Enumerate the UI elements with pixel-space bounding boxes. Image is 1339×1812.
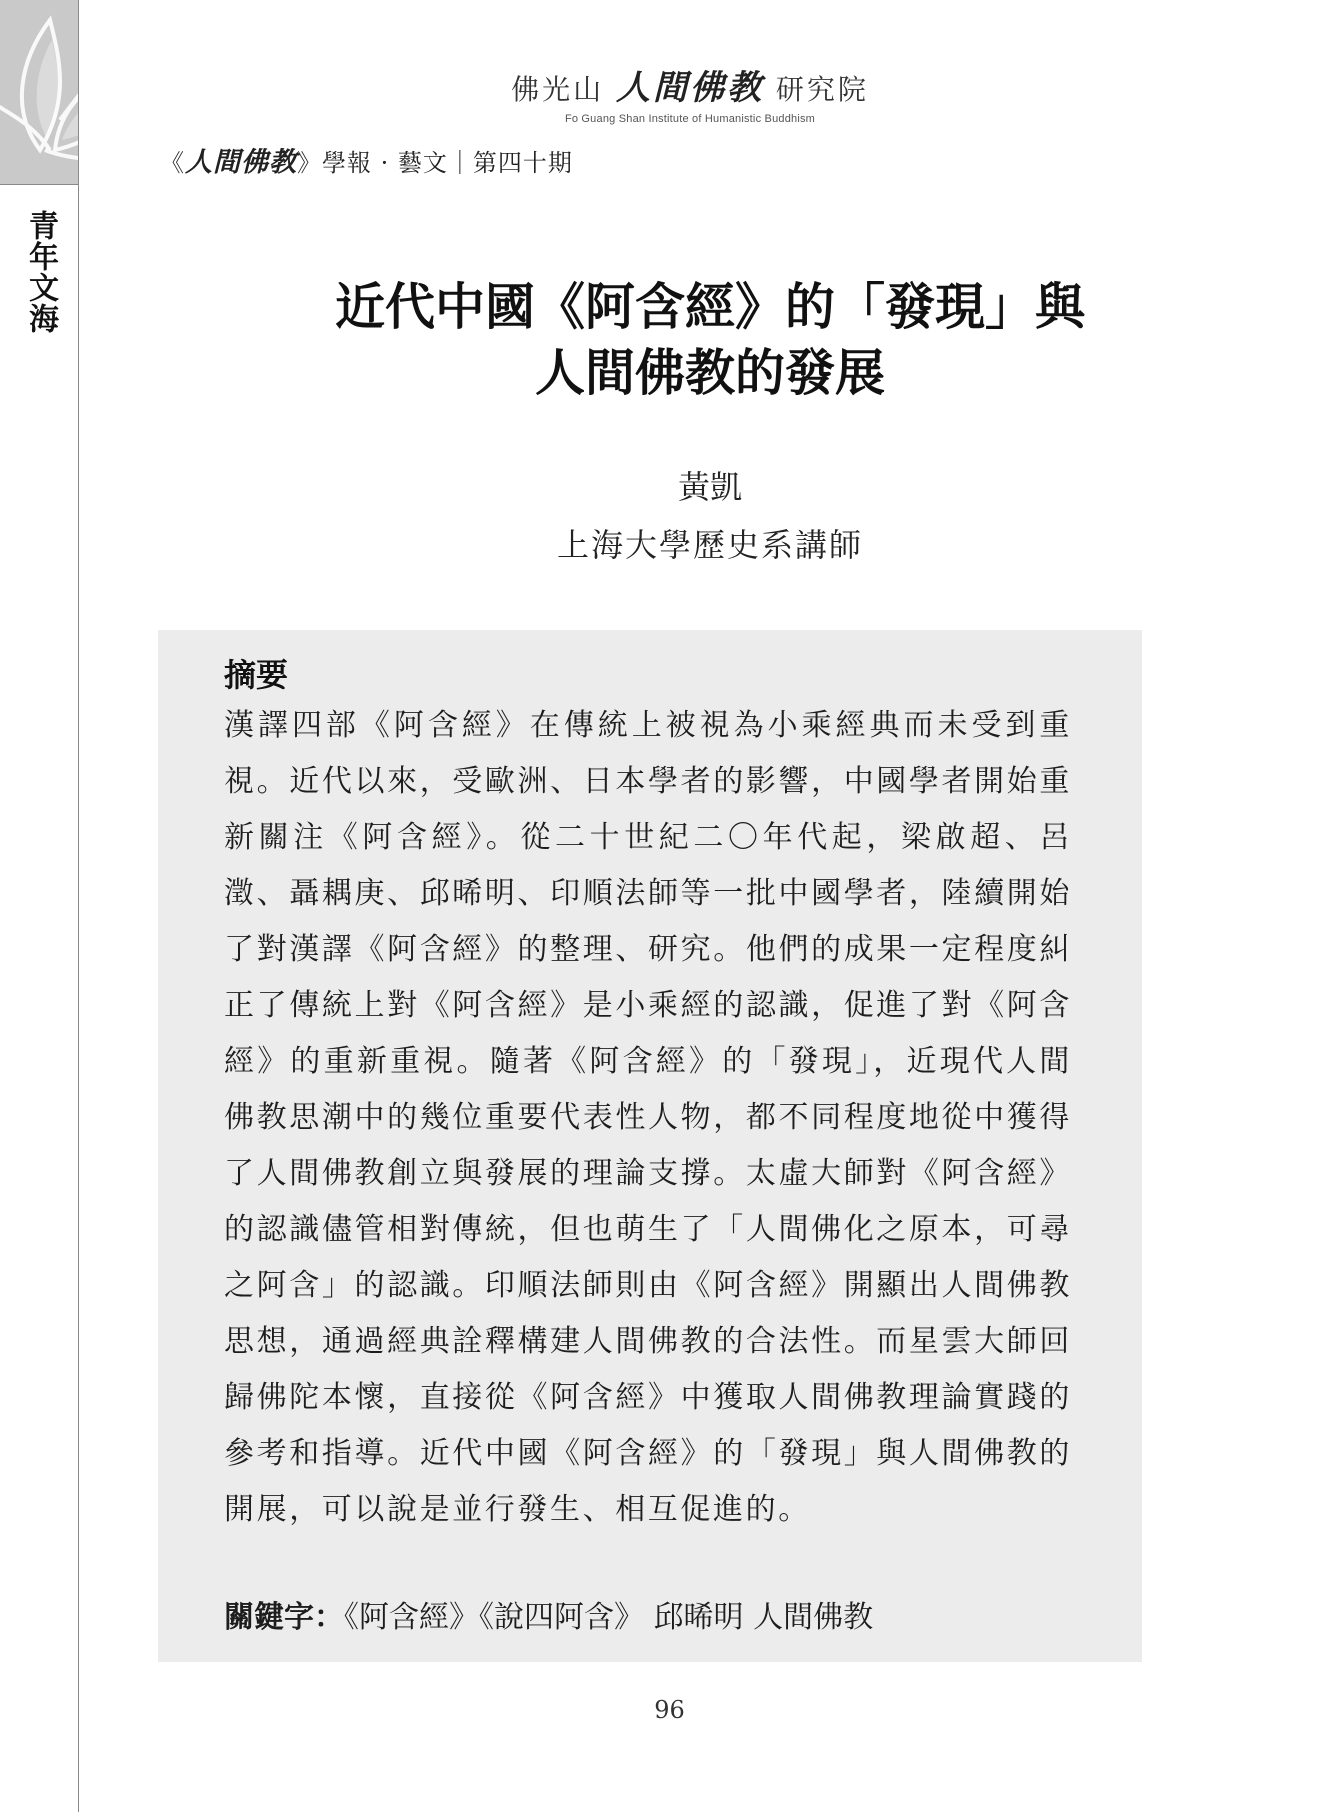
- page-number: 96: [654, 1696, 685, 1724]
- lotus-icon: [0, 0, 170, 184]
- abstract-heading: 摘要: [224, 656, 289, 694]
- journal-brand: 人間佛教: [185, 147, 297, 178]
- institute-name: [440, 60, 940, 109]
- institute-suffix: 研究院: [775, 73, 869, 106]
- corner-decoration: [0, 0, 78, 184]
- institute-english: Fo Guang Shan Institute of Humanistic Buddhism: [564, 113, 816, 125]
- journal-open: 《: [160, 149, 185, 177]
- title-line-2: 人間佛教的發展: [535, 343, 885, 402]
- institute-prefix: 佛光山: [511, 73, 605, 106]
- institute-brand: 人間佛教: [616, 68, 764, 108]
- abstract-text: 漢譯四部《阿含經》在傳統上被視為小乘經典而未受到重視。近代以來，受歐洲、日本學者的影響，中國學者開始重新關注《阿含經》。從二十世紀二〇年代起，梁啟超、呂澂、聶耦庚、邱晞明、印順法師等一批中國學者，陸續開始了對漢譯《阿含經》的整理、研究。他們的成果一定程度糾正了傳統上對《阿含經》是小乘經的認識，促進了對《阿含經》的重新重視。隨著《阿含經》的「發現」，近現代人間佛教思潮中的幾位重要代表性人物，都不同程度地從中獲得了人間佛教創立與發展的理論支撐。太虛大師對《阿含經》的認識儘管相對傳統，但也萌生了「人間佛化之原本，可尋之阿含」的認識。印順法師則由《阿含經》開顯出人間佛教思想，通過經典詮釋構建人間佛教的合法性。而星雲大師回歸佛陀本懷，直接從《阿含經》中獲取人間佛教理論實踐的參考和指導。近代中國《阿含經》的「發現」與人間佛教的開展，可以說是並行發生、相互促進的。: [224, 708, 1072, 1527]
- author-name: 黃凱: [677, 468, 742, 506]
- title-line-1: 近代中國《阿含經》的「發現」與: [335, 277, 1085, 336]
- corner-rule: [0, 184, 78, 185]
- abstract-box: [158, 630, 1142, 1662]
- journal-line: [160, 140, 573, 179]
- section-label: 青年文海: [23, 210, 58, 334]
- side-rule: [78, 0, 79, 1812]
- keywords-list: 《阿含經》《說四阿含》 邱晞明 人間佛教: [344, 1600, 874, 1635]
- keywords: [224, 1592, 873, 1636]
- article-title: [160, 274, 1260, 406]
- institute-header: [440, 60, 940, 125]
- author-affiliation: 上海大學歷史系講師: [556, 526, 863, 564]
- keywords-label: 關鍵字：: [224, 1600, 344, 1635]
- journal-issue: 》學報 · 藝文｜第四十期: [297, 149, 573, 177]
